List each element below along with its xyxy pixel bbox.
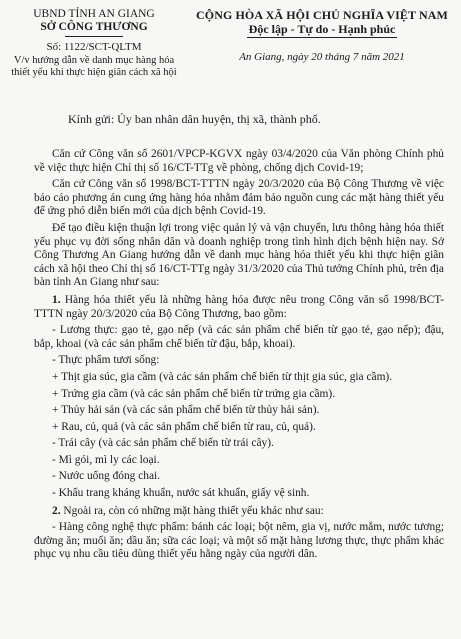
section-number: 2. bbox=[52, 504, 61, 517]
list-item: - Hàng công nghệ thực phẩm: bánh các loại; bột nêm, gia vị, nước mắm, nước tương; đường ăn; muối ăn; dầu ăn; sữa các loại; và một số mặt hàng lương thực, thực phẩm khác phục vụ nhu cầu tiêu dùng thiết yếu hằng ngày của người dân. bbox=[34, 521, 444, 561]
divider bbox=[247, 37, 397, 38]
list-item: - Nước uống đóng chai. bbox=[52, 470, 161, 483]
document-body bbox=[34, 148, 444, 565]
recipient-line: Kính gửi: Ủy ban nhân dân huyện, thị xã, thành phố. bbox=[68, 112, 321, 126]
section-text: Hàng hóa thiết yếu là những hàng hóa được nêu trong Công văn số 1998/BCT-TTTN ngày 20/3/2020 của Bộ Công Thương, bao gồm: bbox=[34, 293, 444, 320]
document-date: An Giang, ngày 20 tháng 7 năm 2021 bbox=[239, 51, 405, 63]
department-name: SỞ CÔNG THƯƠNG bbox=[40, 21, 148, 33]
section-number: 1. bbox=[52, 293, 61, 306]
document-subject: V/v hướng dẫn về danh mục hàng hóa thiết yếu khi thực hiện giãn cách xã hội bbox=[11, 55, 177, 78]
section-text: Ngoài ra, còn có những mặt hàng thiết yếu khác như sau: bbox=[60, 504, 324, 517]
paragraph: Để tạo điều kiện thuận lợi trong việc quản lý và vận chuyển, lưu thông hàng hóa thiết yếu phục vụ đời sống nhân dân và doanh nghiệp trong tình hình dịch bệnh hiện nay. Sở Công Thương An Giang hướng dẫn về danh mục hàng hóa thiết yếu khi thực hiện giãn cách xã hội theo Chỉ thị số 16/CT-TTg ngày 31/3/2020 của Thủ tướng Chính phủ, trên địa bàn tỉnh An Giang như sau: bbox=[34, 221, 444, 289]
document-number: Số: 1122/SCT-QLTM bbox=[46, 41, 142, 53]
nation-name: CỘNG HÒA XÃ HỘI CHỦ NGHĨA VIỆT NAM bbox=[196, 8, 448, 22]
issuer-block bbox=[10, 8, 178, 79]
organization-name: UBND TỈNH AN GIANG bbox=[33, 8, 155, 20]
divider bbox=[65, 36, 123, 37]
list-item: + Thủy hải sản (và các sản phẩm chế biến từ thủy hải sản). bbox=[52, 404, 320, 417]
list-item: - Khẩu trang kháng khuẩn, nước sát khuẩn, giấy vệ sinh. bbox=[52, 487, 310, 500]
section-1 bbox=[34, 294, 444, 321]
list-item: + Rau, củ, quả (và các sản phẩm chế biến từ rau, củ, quả). bbox=[52, 420, 316, 433]
list-item: - Mì gói, mì ly các loại. bbox=[52, 453, 160, 466]
list-item: + Thịt gia súc, gia cầm (và các sản phẩm chế biến từ thịt gia súc, gia cầm). bbox=[52, 370, 393, 383]
paragraph: Căn cứ Công văn số 2601/VPCP-KGVX ngày 03/4/2020 của Văn phòng Chính phủ về việc thực hiện Chỉ thị số 16/CT-TTg về phòng, chống dịch Covid-19; bbox=[34, 148, 444, 174]
list-item: - Trái cây (và các sản phẩm chế biến từ trái cây). bbox=[52, 437, 274, 450]
paragraph: Căn cứ Công văn số 1998/BCT-TTTN ngày 20/3/2020 của Bộ Công Thương về việc báo cáo phương án cung ứng hàng hóa nhằm đảm bảo nguồn cung các mặt hàng thiết yếu để ứng phó diễn biến mới của dịch bệnh Covid-19. bbox=[34, 178, 444, 218]
section-2 bbox=[34, 505, 444, 519]
national-header bbox=[188, 8, 456, 64]
list-item: + Trứng gia cầm (và các sản phẩm chế biến từ trứng gia cầm). bbox=[52, 387, 336, 400]
national-motto: Độc lập - Tự do - Hạnh phúc bbox=[248, 22, 396, 36]
list-item: - Lương thực: gạo tẻ, gạo nếp (và các sản phẩm chế biến từ gạo tẻ, gạo nếp); đậu, bắp, khoai (và các sản phẩm chế biến từ đậu, bắp, khoai). bbox=[34, 324, 444, 350]
list-item: - Thực phẩm tươi sống: bbox=[52, 354, 160, 367]
